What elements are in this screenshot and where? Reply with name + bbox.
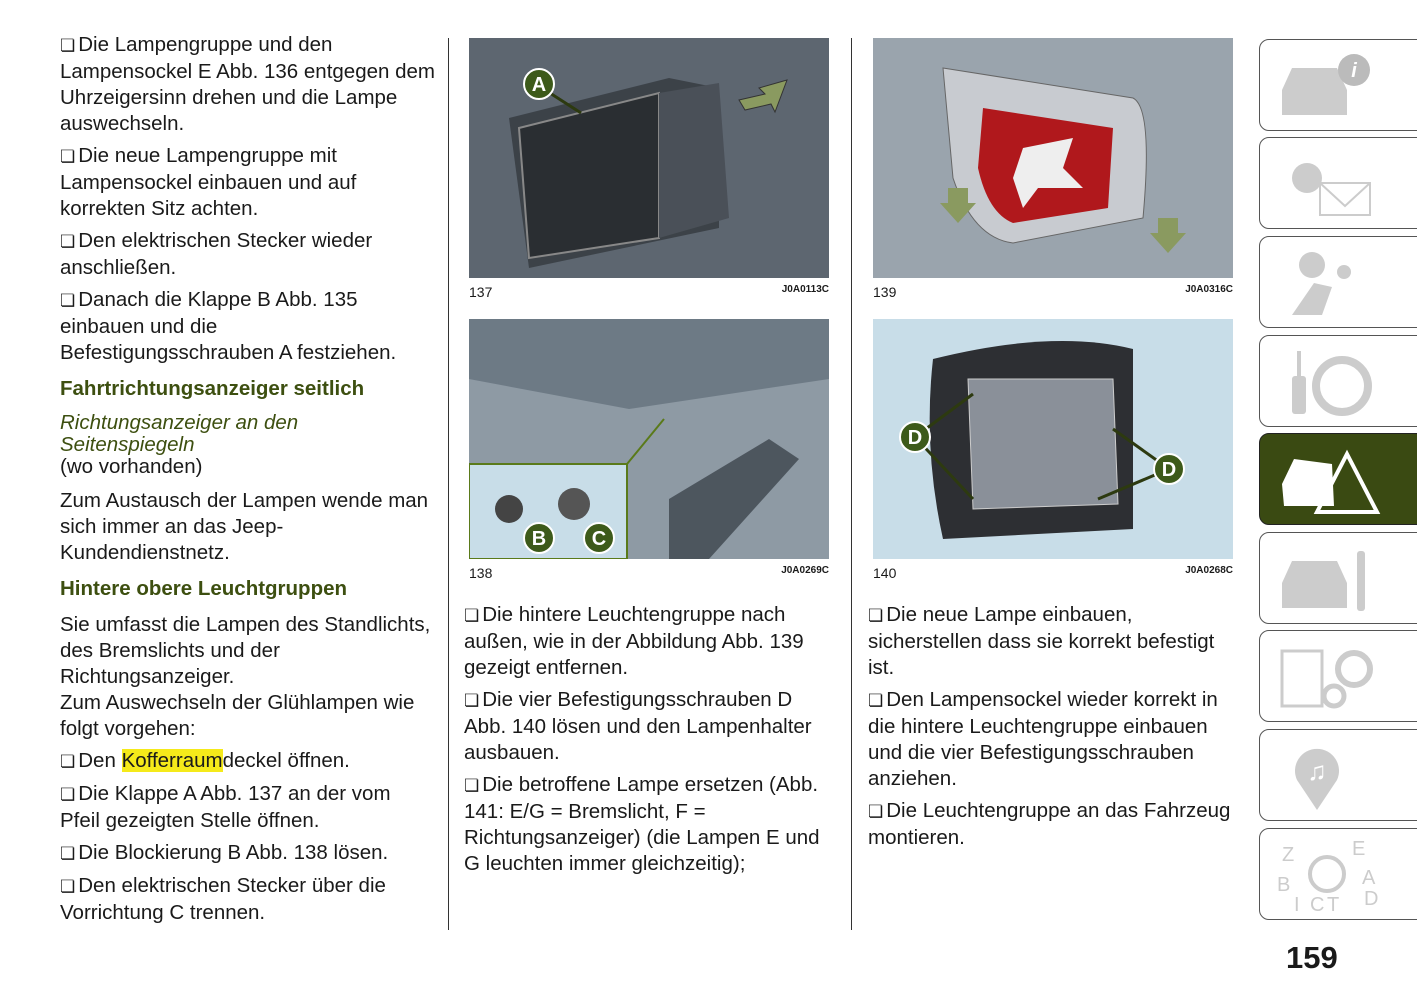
figure-code: J0A0269C [781,565,829,576]
figure-number: 139 [873,284,897,300]
svg-text:Z: Z [1282,844,1295,866]
figure-code: J0A0268C [1185,565,1233,576]
tail-light-removal-illustration [873,38,1233,278]
svg-text:B: B [1277,874,1291,896]
column-divider [448,38,449,930]
tab-car-info[interactable] [1259,39,1417,131]
section-heading: Hintere obere Leuchtgruppen [60,577,348,600]
label-A: A [531,74,547,96]
label-D: D [1161,459,1177,481]
tab-maintenance[interactable] [1259,532,1417,624]
trunk-panel-illustration [469,38,829,278]
svg-text:i: i [1351,60,1357,82]
tab-index[interactable] [1259,828,1417,920]
step: ❏ Die Lampengruppe und den Lampensockel E Abb. 136 entgegen dem Uhrzeigersinn drehen und die Lampe auswechseln. [60,32,435,137]
figure-137 [469,38,829,300]
svg-text:T: T [1327,894,1340,911]
page-number: 159 [1286,940,1338,975]
right-column [868,602,1238,857]
step: ❏ Die neue Lampengruppe mit Lampensockel einbauen und auf korrekten Sitz achten. [60,143,435,222]
svg-text:C: C [1310,894,1325,911]
step: ❏ Danach die Klappe B Abb. 135 einbauen und die Befestigungsschrauben A festziehen. [60,287,435,366]
step: ❏ Den elektrischen Stecker wieder anschließen. [60,228,435,281]
figure-number: 140 [873,565,897,581]
airbag-icon [1272,247,1382,319]
tab-multimedia[interactable] [1259,729,1417,821]
label-D: D [907,427,923,449]
label-B: B [531,528,547,550]
middle-column [464,602,834,883]
tab-warning-lights[interactable] [1259,137,1417,229]
lamp-holder-illustration [873,319,1233,559]
tab-specs[interactable] [1259,630,1417,722]
svg-text:D: D [1364,888,1379,910]
tab-emergency[interactable] [1259,433,1417,525]
lamp-connector-illustration [469,319,829,559]
label-C: C [591,528,607,550]
paragraph: Zum Auswechseln der Glühlampen wie folgt vorgehen: [60,691,415,740]
svg-text:A: A [1362,867,1376,889]
index-icon [1272,839,1382,911]
car-info-icon [1272,50,1382,122]
step: ❏ Die betroffene Lampe ersetzen (Abb. 141: E/G = Bremslicht, F = Richtungsanzeiger) (die Lampen E und G leuchten immer gleichzeitig); [464,772,834,877]
emergency-icon [1272,444,1382,516]
paragraph: Sie umfasst die Lampen des Standlichts, des Bremslichts und der Richtungsanzeiger. [60,613,431,688]
step: ❏ Die neue Lampe einbauen, sicherstellen dass sie korrekt befestigt ist. [868,602,1238,681]
step: ❏ Den elektrischen Stecker über die Vorrichtung C trennen. [60,873,435,926]
maintenance-icon [1272,543,1382,615]
key-steering-icon [1272,346,1382,418]
figure-number: 137 [469,284,493,300]
paragraph: Zum Austausch der Lampen wende man sich immer an das Jeep-Kundendienstnetz. [60,489,429,564]
step: ❏ Die Klappe A Abb. 137 an der vom Pfeil gezeigten Stelle öffnen. [60,781,435,834]
left-column [60,32,435,932]
step: ❏ Die Leuchtengruppe an das Fahrzeug montieren. [868,798,1238,851]
step: ❏ Den Lampensockel wieder korrekt in die hintere Leuchtengruppe einbauen und die vier Befestigungsschrauben anziehen. [868,687,1238,792]
column-divider [851,38,852,930]
figure-code: J0A0113C [781,284,829,295]
svg-text:I: I [1294,894,1300,911]
svg-text:E: E [1352,839,1366,860]
step: ❏ Die Blockierung B Abb. 138 lösen. [60,840,435,867]
subheading-note: (wo vorhanden) [60,455,203,478]
section-heading: Fahrtrichtungsanzeiger seitlich [60,377,365,400]
figure-139 [873,38,1233,300]
tab-key-steering[interactable] [1259,335,1417,427]
specs-icon [1272,641,1382,713]
figure-number: 138 [469,565,493,581]
svg-text:♫: ♫ [1307,756,1327,786]
figure-140 [873,319,1233,581]
text: deckel öffnen. [222,749,350,772]
highlighted-text: Kofferraum [121,749,223,772]
step: ❏ Die hintere Leuchtengruppe nach außen, wie in der Abbildung Abb. 139 gezeigt entfernen. [464,602,834,681]
step [60,748,435,775]
text: Den [78,749,122,772]
multimedia-icon [1272,740,1382,812]
subheading: Richtungsanzeiger an den Seitenspiegeln [60,411,299,456]
figure-code: J0A0316C [1185,284,1233,295]
step: ❏ Die vier Befestigungsschrauben D Abb. 140 lösen und den Lampenhalter ausbauen. [464,687,834,766]
figure-138 [469,319,829,581]
tab-airbag[interactable] [1259,236,1417,328]
warning-lights-icon [1272,148,1382,220]
